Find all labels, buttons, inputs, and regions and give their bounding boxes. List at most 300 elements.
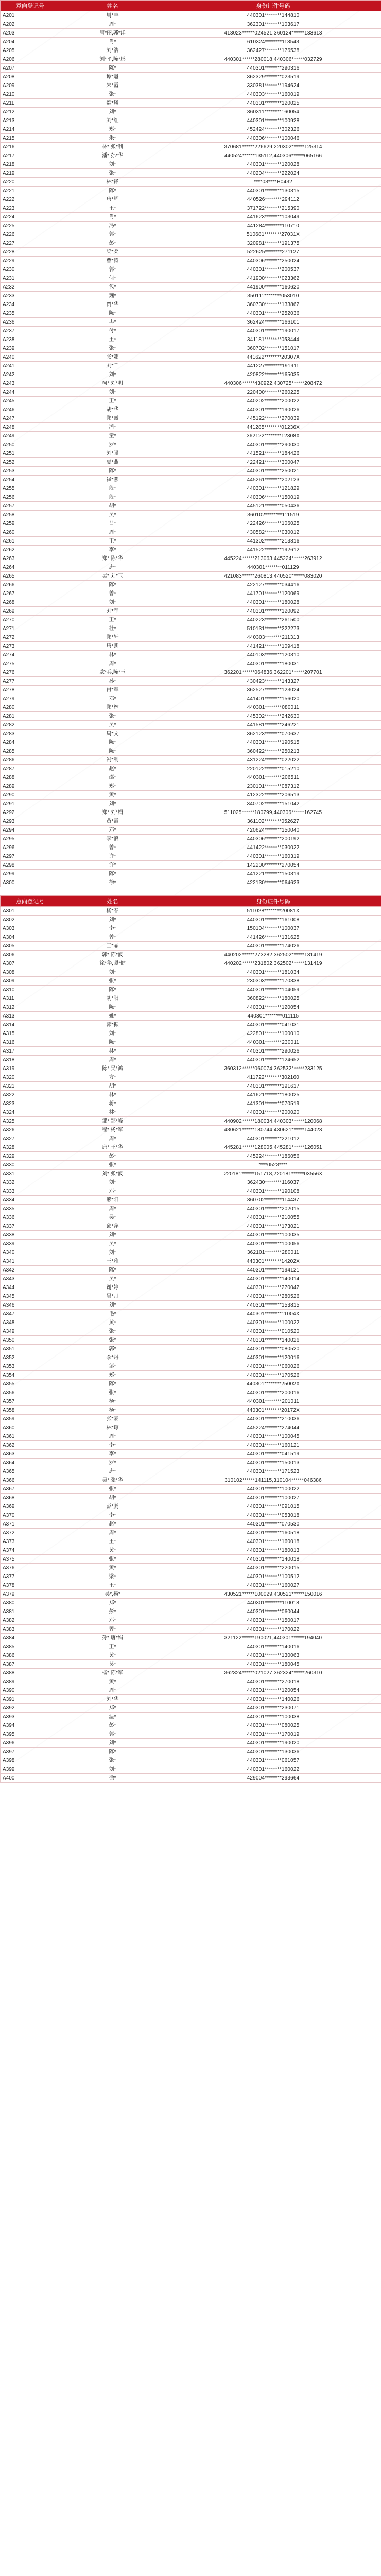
table-row (1, 808, 381, 817)
table-row (1, 55, 381, 64)
table-row (1, 1581, 381, 1590)
id-number: 440223********261500 (165, 616, 381, 624)
id-number: 362101********280011 (165, 1248, 381, 1257)
table-row (1, 1301, 381, 1310)
id-number: 610324********113543 (165, 38, 381, 46)
table-row (1, 1327, 381, 1336)
registration-code: A212 (1, 108, 60, 116)
applicant-name: 林* (60, 651, 165, 659)
applicant-name: 吴* (60, 1240, 165, 1248)
id-number: 230303********170338 (165, 977, 381, 986)
id-number: 440301********190017 (165, 327, 381, 335)
registration-code: A210 (1, 90, 60, 99)
table-row (1, 986, 381, 994)
registration-code: A287 (1, 765, 60, 773)
id-number: 220400********260225 (165, 388, 381, 397)
id-number: 440306********100046 (165, 134, 381, 143)
applicant-name: 李* (60, 1441, 165, 1450)
applicant-name: 肖*军 (60, 686, 165, 694)
applicant-name: 胡* (60, 1494, 165, 1502)
table-row (1, 1082, 381, 1091)
table-row (1, 1423, 381, 1432)
id-number: 440301********140018 (165, 1555, 381, 1564)
table-row (1, 712, 381, 721)
applicant-name: 吴*,张*华 (60, 1476, 165, 1485)
id-number: 440301********130315 (165, 187, 381, 195)
registration-code: A295 (1, 835, 60, 843)
id-number: 440301********100038 (165, 1713, 381, 1721)
table-header-row (1, 1, 381, 11)
registration-code: A276 (1, 668, 60, 677)
table-row (1, 1117, 381, 1126)
registration-code: A329 (1, 1152, 60, 1161)
registration-code: A346 (1, 1301, 60, 1310)
registration-code: A219 (1, 169, 60, 178)
registration-code: A315 (1, 1029, 60, 1038)
applicant-name: 邹*,邹*峰 (60, 1117, 165, 1126)
registration-code: A399 (1, 1765, 60, 1774)
applicant-name: 陈* (60, 1380, 165, 1388)
applicant-name: 林*锋 (60, 178, 165, 187)
registration-code: A390 (1, 1686, 60, 1695)
registration-code: A239 (1, 344, 60, 353)
applicant-name: 刘*千 (60, 362, 165, 370)
table-row (1, 968, 381, 977)
applicant-name: 刘* (60, 1029, 165, 1038)
applicant-name: 李* (60, 924, 165, 933)
registration-code: A323 (1, 1099, 60, 1108)
registration-code: A280 (1, 703, 60, 712)
applicant-name: 刘* (60, 388, 165, 397)
id-number: 440301********080025 (165, 1721, 381, 1730)
registration-code: A352 (1, 1353, 60, 1362)
table-row (1, 99, 381, 108)
table-row (1, 1021, 381, 1029)
table-row (1, 20, 381, 29)
id-number: 422801********100010 (165, 1029, 381, 1038)
table-row (1, 852, 381, 861)
applicant-name: 张*豪 (60, 1415, 165, 1423)
registration-code: A373 (1, 1537, 60, 1546)
applicant-name: 杨*,陈*军 (60, 1669, 165, 1677)
table-row (1, 1459, 381, 1467)
registration-code: A245 (1, 397, 60, 405)
applicant-name: 郭*,陈*波 (60, 951, 165, 959)
id-number: 441285********01236X (165, 423, 381, 432)
table-row (1, 668, 381, 677)
table-row (1, 187, 381, 195)
applicant-name: 林* (60, 1108, 165, 1117)
id-number: 445281******128005,445281******126051 (165, 1143, 381, 1152)
table-row (1, 1625, 381, 1634)
table-row (1, 1362, 381, 1371)
applicant-name: 许* (60, 852, 165, 861)
id-number: 430621******180744,430621******144023 (165, 1126, 381, 1134)
applicant-name: 肖* (60, 38, 165, 46)
registration-code: A267 (1, 589, 60, 598)
registration-code: A331 (1, 1170, 60, 1178)
id-number: 440301********104059 (165, 986, 381, 994)
applicant-name: 周* (60, 1686, 165, 1695)
id-number: 522625********271127 (165, 248, 381, 257)
table-row (1, 11, 381, 20)
applicant-name: 陈* (60, 581, 165, 589)
registration-code: A341 (1, 1257, 60, 1266)
table-row (1, 484, 381, 493)
id-number: 362430********116037 (165, 1178, 381, 1187)
id-number: 360311********160054 (165, 108, 381, 116)
registration-code: A383 (1, 1625, 60, 1634)
applicant-name: 吕* (60, 519, 165, 528)
applicant-name: 刘* (60, 1178, 165, 1187)
table-row (1, 1345, 381, 1353)
registration-code: A316 (1, 1038, 60, 1047)
applicant-name: 李* (60, 1450, 165, 1459)
table-row (1, 1686, 381, 1695)
table-row (1, 1765, 381, 1774)
registration-code: A370 (1, 1511, 60, 1520)
applicant-name: 胡*阳 (60, 994, 165, 1003)
registration-code: A314 (1, 1021, 60, 1029)
applicant-name: 胡*华 (60, 405, 165, 414)
id-number: 440301********160518 (165, 1529, 381, 1537)
id-number: 429004********293664 (165, 1774, 381, 1783)
registration-code: A362 (1, 1441, 60, 1450)
registration-code: A213 (1, 116, 60, 125)
applicant-name: 陈* (60, 187, 165, 195)
table-row (1, 283, 381, 292)
registration-code: A360 (1, 1423, 60, 1432)
id-number: 440301********080520 (165, 1345, 381, 1353)
table-row (1, 800, 381, 808)
registration-code: A291 (1, 800, 60, 808)
registration-code: A253 (1, 467, 60, 476)
id-number: 440301********202015 (165, 1205, 381, 1213)
table-row (1, 81, 381, 90)
table-row (1, 951, 381, 959)
id-number: 440301********080011 (165, 703, 381, 712)
table-row (1, 1511, 381, 1520)
registration-code: A201 (1, 11, 60, 20)
table-row (1, 1310, 381, 1318)
table-row (1, 1397, 381, 1406)
id-number: 360312******060074,362532******233125 (165, 1064, 381, 1073)
table-row (1, 924, 381, 933)
id-number: 440301********140016 (165, 1642, 381, 1651)
table-row (1, 878, 381, 887)
applicant-name: 徐* (60, 1774, 165, 1783)
registration-code: A319 (1, 1064, 60, 1073)
id-number: 440306******430922,430725******208472 (165, 379, 381, 388)
id-number: 440301********130036 (165, 1748, 381, 1756)
id-number: 440301********140026 (165, 1695, 381, 1704)
applicant-name: 曹*涛 (60, 257, 165, 265)
id-number: 440301********100045 (165, 1432, 381, 1441)
registration-code: A248 (1, 423, 60, 432)
applicant-name: 冉* (60, 318, 165, 327)
applicant-name: 林* (60, 1091, 165, 1099)
id-number: 440301********290316 (165, 64, 381, 73)
table-row (1, 1774, 381, 1783)
id-number: 440202******231802,362502******131419 (165, 959, 381, 968)
applicant-name: 王* (60, 204, 165, 213)
applicant-name: 吴* (60, 1213, 165, 1222)
id-number: 441581********246221 (165, 721, 381, 730)
table-row (1, 651, 381, 659)
id-number: 440301********11004X (165, 1310, 381, 1318)
applicant-name: 张* (60, 1161, 165, 1170)
applicant-name: 潘*,孙*华 (60, 151, 165, 160)
table-row (1, 64, 381, 73)
id-number: 440301********120025 (165, 99, 381, 108)
table-row (1, 1642, 381, 1651)
registration-code: A340 (1, 1248, 60, 1257)
id-number: 440301********180013 (165, 1546, 381, 1555)
applicant-name: 王* (60, 397, 165, 405)
id-number: 440301********060044 (165, 1607, 381, 1616)
registration-code: A325 (1, 1117, 60, 1126)
table-row (1, 1476, 381, 1485)
registration-code: A229 (1, 257, 60, 265)
applicant-name: 王*晶 (60, 942, 165, 951)
applicant-name: 杨*春 (60, 907, 165, 916)
table-row (1, 1564, 381, 1572)
registration-code: A275 (1, 659, 60, 668)
id-number: 510681********27031X (165, 230, 381, 239)
table-row (1, 1012, 381, 1021)
id-number: 440301********181034 (165, 968, 381, 977)
applicant-name: 刘* (60, 160, 165, 169)
registration-code: A327 (1, 1134, 60, 1143)
registration-code: A225 (1, 222, 60, 230)
registration-code: A221 (1, 187, 60, 195)
applicant-name: 黄* (60, 791, 165, 800)
table-block-2 (0, 895, 381, 1783)
id-number: 440301********190515 (165, 738, 381, 747)
id-number: 440301********173021 (165, 1222, 381, 1231)
table-row (1, 1292, 381, 1301)
table-block-1 (0, 0, 381, 887)
applicant-name: 付* (60, 327, 165, 335)
registration-code: A391 (1, 1695, 60, 1704)
table-row (1, 1126, 381, 1134)
registration-code: A261 (1, 537, 60, 546)
table-row (1, 476, 381, 484)
applicant-name: 陈* (60, 467, 165, 476)
applicant-name: 黄* (60, 1677, 165, 1686)
table-row (1, 230, 381, 239)
table-row (1, 1756, 381, 1765)
registration-code: A299 (1, 870, 60, 878)
applicant-name: 吴* (60, 721, 165, 730)
table-row (1, 388, 381, 397)
applicant-name: 郭* (60, 1730, 165, 1739)
table-row (1, 1432, 381, 1441)
id-number: 150104********100037 (165, 924, 381, 933)
table-row (1, 907, 381, 916)
table-row (1, 327, 381, 335)
applicant-name: 魏* (60, 292, 165, 300)
applicant-name: 张* (60, 90, 165, 99)
registration-code: A375 (1, 1555, 60, 1564)
applicant-name: 周* (60, 1432, 165, 1441)
applicant-name: 赵* (60, 765, 165, 773)
registration-code: A397 (1, 1748, 60, 1756)
table-row (1, 703, 381, 712)
table-row (1, 1178, 381, 1187)
id-number: 445122********270039 (165, 414, 381, 423)
table-row (1, 1205, 381, 1213)
table-row (1, 353, 381, 362)
applicant-name: 刘* (60, 916, 165, 924)
id-number: 440301********252036 (165, 309, 381, 318)
id-number: 411722********302160 (165, 1073, 381, 1082)
registration-code: A209 (1, 81, 60, 90)
applicant-name: 朱*霞 (60, 81, 165, 90)
table-row (1, 432, 381, 440)
table-row (1, 589, 381, 598)
id-number: 420624********150040 (165, 826, 381, 835)
applicant-name: 刘* (60, 108, 165, 116)
applicant-name: 周* (60, 1056, 165, 1064)
registration-code: A206 (1, 55, 60, 64)
id-number: 340702********151042 (165, 800, 381, 808)
registration-code: A268 (1, 598, 60, 607)
id-number: 440301********270042 (165, 1283, 381, 1292)
table-row (1, 1529, 381, 1537)
table-row (1, 1240, 381, 1248)
id-number: 341181********053444 (165, 335, 381, 344)
registration-code: A290 (1, 791, 60, 800)
applicant-name: 刘*强 (60, 449, 165, 458)
applicant-name: 周* (60, 528, 165, 537)
registration-code: A258 (1, 511, 60, 519)
table-row (1, 959, 381, 968)
table-row (1, 397, 381, 405)
id-number: 440301********061057 (165, 1756, 381, 1765)
registration-code: A376 (1, 1564, 60, 1572)
id-number: 441900********023362 (165, 274, 381, 283)
registration-code: A354 (1, 1371, 60, 1380)
applicant-name: 曾* (60, 1625, 165, 1634)
table-row (1, 843, 381, 852)
registration-code: A306 (1, 951, 60, 959)
table-row (1, 1572, 381, 1581)
table-row (1, 1441, 381, 1450)
registration-code: A270 (1, 616, 60, 624)
registration-code: A324 (1, 1108, 60, 1117)
id-number: 362301********103617 (165, 20, 381, 29)
table-row (1, 265, 381, 274)
table-row (1, 624, 381, 633)
table-row (1, 1651, 381, 1660)
applicant-name: 胡* (60, 1082, 165, 1091)
table-row (1, 581, 381, 589)
applicant-name: 林*,张*利 (60, 143, 165, 151)
registration-code: A353 (1, 1362, 60, 1371)
registration-code: A292 (1, 808, 60, 817)
table-row (1, 160, 381, 169)
registration-code: A250 (1, 440, 60, 449)
id-number: 441221********150319 (165, 870, 381, 878)
table-row (1, 222, 381, 230)
registration-code: A226 (1, 230, 60, 239)
registration-code: A365 (1, 1467, 60, 1476)
id-number: 441421********109418 (165, 642, 381, 651)
applicant-name: 陈*,吴*鸿 (60, 1064, 165, 1073)
id-number: 440301********280526 (165, 1292, 381, 1301)
registration-code: A262 (1, 546, 60, 554)
id-number: 441900********160620 (165, 283, 381, 292)
applicant-name: 刘*红 (60, 116, 165, 125)
id-number: 441521********184426 (165, 449, 381, 458)
table-row (1, 1494, 381, 1502)
id-number: 230101********087312 (165, 782, 381, 791)
id-number: 440301********180045 (165, 1660, 381, 1669)
applicant-name: 林* (60, 1047, 165, 1056)
id-number: 440301********171523 (165, 1467, 381, 1476)
table-row (1, 257, 381, 265)
applicant-name: 邵* (60, 773, 165, 782)
id-number: 440202********200022 (165, 397, 381, 405)
table-row (1, 1704, 381, 1713)
applicant-name: 彭* (60, 1152, 165, 1161)
id-number: 440301********190026 (165, 405, 381, 414)
table-row (1, 1467, 381, 1476)
registration-code: A272 (1, 633, 60, 642)
registration-code: A278 (1, 686, 60, 694)
table-row (1, 994, 381, 1003)
id-number: 440301********160022 (165, 1765, 381, 1774)
registration-code: A298 (1, 861, 60, 870)
applicant-name: 王* (60, 1642, 165, 1651)
registration-code: A285 (1, 747, 60, 756)
id-number: 422426********106025 (165, 519, 381, 528)
registration-code: A377 (1, 1572, 60, 1581)
table-row (1, 440, 381, 449)
applicant-name: 唐*朗 (60, 642, 165, 651)
registration-code: A307 (1, 959, 60, 968)
applicant-name: 刘* (60, 370, 165, 379)
registration-code: A237 (1, 327, 60, 335)
applicant-name: 郑*露 (60, 414, 165, 423)
registration-code: A320 (1, 1073, 60, 1082)
applicant-name: 陈* (60, 738, 165, 747)
registration-code: A326 (1, 1126, 60, 1134)
applicant-name: 邓* (60, 1187, 165, 1196)
id-number: 362424********166101 (165, 318, 381, 327)
registration-code: A241 (1, 362, 60, 370)
table-row (1, 1091, 381, 1099)
registration-code: A218 (1, 160, 60, 169)
id-number: 440103********120310 (165, 651, 381, 659)
registration-code: A321 (1, 1082, 60, 1091)
applicant-name: 邓* (60, 826, 165, 835)
id-number: 440301********130063 (165, 1651, 381, 1660)
registration-code: A233 (1, 292, 60, 300)
applicant-name: 郭* (60, 265, 165, 274)
id-number: 362329********023519 (165, 73, 381, 81)
id-number: 370681******226629,220302******125314 (165, 143, 381, 151)
id-number: 420822********165035 (165, 370, 381, 379)
table-row (1, 204, 381, 213)
id-number: 445224********186056 (165, 1152, 381, 1161)
id-number: 452424********302326 (165, 125, 381, 134)
id-number: 441401********156020 (165, 694, 381, 703)
block-gap (0, 887, 381, 895)
applicant-name: 吴* (60, 511, 165, 519)
applicant-name: 胡* (60, 502, 165, 511)
